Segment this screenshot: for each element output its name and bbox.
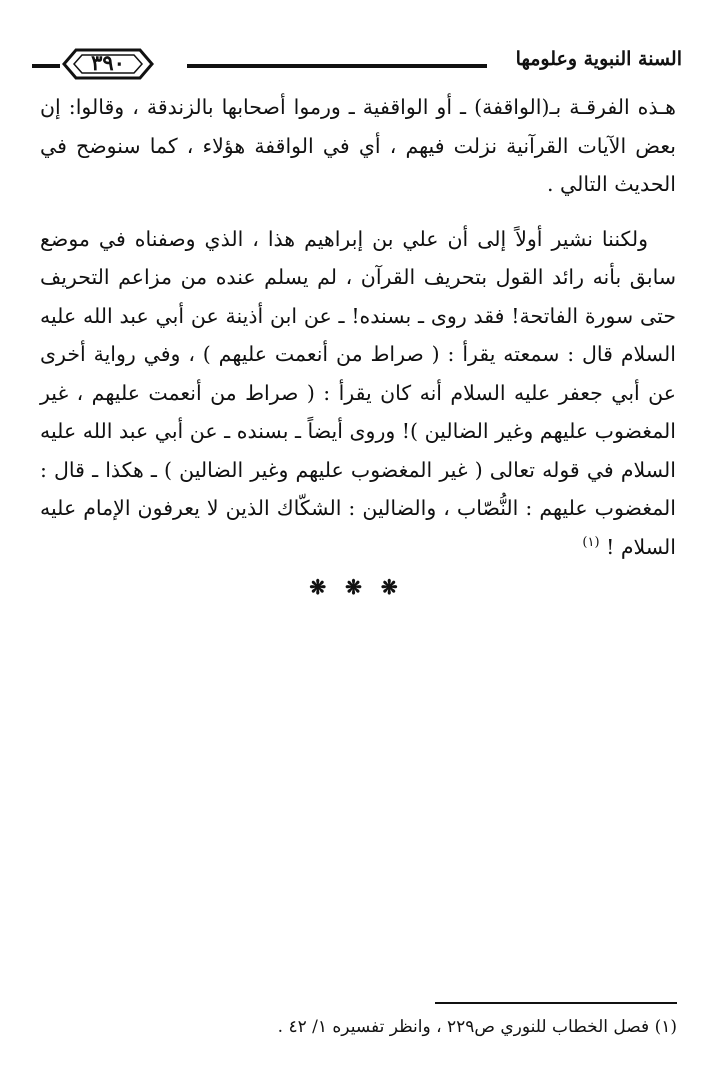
running-head-title: السنة النبوية وعلومها	[515, 48, 682, 70]
page-number-frame	[62, 44, 154, 84]
paragraph-text: ولكننا نشير أولاً إلى أن علي بن إبراهيم هذا ، الذي وصفناه في موضع سابق بأنه رائد القول بتحريف القرآن ، لم يسلم عنده من مزاعم التحريف حتى سورة الفاتحة! فقد روى ـ بسنده! ـ عن ابن أذينة عن أبي عبد الله عليه السلام قال : سمعته يقرأ : ( صراط من أنعمت عليهم ) ، وفي رواية أخرى عن أبي جعفر عليه السلام أنه كان يقرأ : ( صراط من أنعمت عليهم ، غير المغضوب عليهم وغير الضالين )! وروى أيضاً ـ بسنده ـ عن أبي عبد الله عليه السلام في قوله تعالى ( غير المغضوب عليهم وغير الضالين ) ـ هكذا ـ قال : المغضوب عليهم : النُّصّاب ، والضالين : الشكّاك الذين لا يعرفون الإمام عليه السلام !	[40, 226, 676, 559]
paragraph: هـذه الفرقـة بـ(الواقفة) ـ أو الواقفية ـ ورموا أصحابها بالزندقة ، وقالوا: إن بعض الآيات القرآنية نزلت فيهم ، أي في الواقفة هؤلاء ، كما سنوضح في الحديث التالي .	[40, 95, 676, 196]
page-number: ٣٩٠	[91, 50, 125, 75]
footnote-reference: (١)	[582, 534, 600, 550]
main-text	[40, 88, 676, 566]
header-rule	[187, 64, 487, 68]
paragraph	[40, 220, 676, 567]
footnote: (١) فصل الخطاب للنوري ص٢٢٩ ، وانظر تفسيره ١/ ٤٢ .	[277, 1017, 677, 1037]
footnote-rule	[435, 1002, 677, 1004]
page-header	[32, 38, 682, 84]
section-separator: ❋ ❋ ❋	[309, 575, 404, 599]
header-rule-left	[32, 64, 60, 68]
